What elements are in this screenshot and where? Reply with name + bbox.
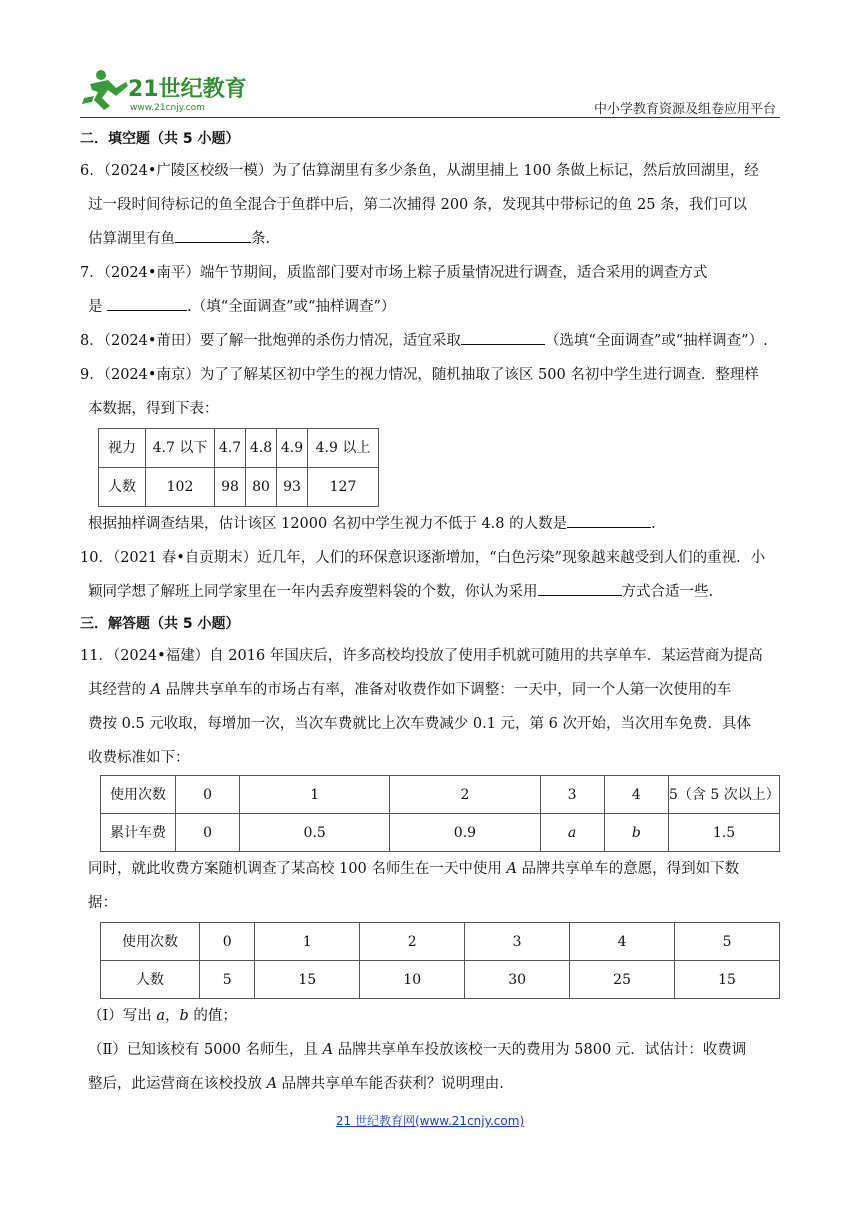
svg-text:www.21cnjy.com: www.21cnjy.com: [130, 103, 205, 113]
question-8: 8．（2024•莆田）要了解一批炮弹的杀伤力情况，适宜采取 （选填“全面调查”或“抽样调查”）.: [80, 324, 782, 358]
answer-blank[interactable]: [107, 294, 187, 311]
question-7: 7．（2024•南平）端午节期间，质监部门要对市场上粽子质量情况进行调查，适合采用的调查方式 是 .（填“全面调查”或“抽样调查”）: [80, 265, 708, 315]
question-11: 11．（2024•福建）自 2016 年国庆后，许多高校均投放了使用手机就可随用的共享单车．某运营商为提高 其经营的 A 品牌共享单车的市场占有率，准备对收费作如下调整：一天中，同一个人第一次使用的车 费按 0.5 元收取，每增加一次，当次车费就比上次车费减少 0.1 元，第 6 次开始，当次用车免费．具体 收费标准如下： 使用次数 0 1 2 3 4 5（含 5 次以上） 累计车费 0 0.5 0.9 a b 1.5 同时，就此收费方案随机调查了某高校 100 名师生在一天中使用 A 品牌共享单车的意愿，得到如下数 据： 使用次数 0 1 2 3 4 5 人数 5 15 10 30 25 15 （Ⅰ）写出 a，b 的值； （Ⅱ）已知该校有 5000 名师生，且 A 品牌共享单车投放该校一天的费用为 5800 元．试估计：收费调 整后，此运营商在该校投放 A 品牌共享单车能否获利？说明理由.: [80, 648, 780, 1092]
footer-link[interactable]: 21 世纪教育网(www.21cnjy.com): [335, 1114, 525, 1128]
header-divider: [80, 117, 780, 118]
table-row: 人数 5 15 10 30 25 15: [101, 961, 780, 999]
platform-name: 中小学教育资源及组卷应用平台: [593, 102, 776, 117]
table-row: 使用次数 0 1 2 3 4 5（含 5 次以上）: [101, 776, 780, 814]
svg-text:21世纪教育: 21世纪教育: [128, 77, 247, 102]
table-row: 累计车费 0 0.5 0.9 a b 1.5: [101, 814, 780, 852]
answer-blank[interactable]: [175, 226, 251, 243]
answer-blank[interactable]: [567, 511, 651, 528]
vision-table: [98, 428, 379, 507]
answer-blank[interactable]: [538, 579, 622, 596]
table-row: 视力 4.7 以下 4.7 4.8 4.9 4.9 以上: [99, 429, 379, 468]
section-title-fill: 二．填空题（共 5 小题）: [80, 131, 240, 147]
question-6: 6．（2024•广陵区校级一模）为了估算湖里有多少条鱼，从湖里捕上 100 条做上标记，然后放回湖里，经 过一段时间待标记的鱼全混合于鱼群中后，第二次捕得 200 条，发现其中带标记的鱼 25 条，我们可以 估算湖里有鱼 条.: [80, 163, 759, 247]
table-row: 人数 102 98 80 93 127: [99, 468, 379, 507]
page-header: [0, 0, 860, 118]
table-row: 使用次数 0 1 2 3 4 5: [101, 923, 780, 961]
logo-21cnjy: [80, 66, 260, 114]
document-body: [80, 124, 782, 1101]
page-footer: [0, 1112, 860, 1129]
usage-table: [100, 922, 780, 999]
section-title-solve: 三．解答题（共 5 小题）: [80, 616, 240, 632]
question-10: 10．（2021 春•自贡期末）近几年，人们的环保意识逐渐增加，“白色污染”现象越来越受到人们的重视．小 颖同学想了解班上同学家里在一年内丢弃废塑料袋的个数，你认为采用 方式合适一些.: [80, 550, 766, 600]
question-9: 9．（2024•南京）为了了解某区初中学生的视力情况，随机抽取了该区 500 名初中学生进行调查．整理样 本数据，得到下表： 视力 4.7 以下 4.7 4.8 4.9 4.9 以上 人数 102 98 80 93 127 根据抽样调查结果，估计该区 12000 名初中学生视力不低于 4.8 的人数是 .: [80, 367, 759, 532]
fare-table: [100, 775, 780, 852]
answer-blank[interactable]: [461, 328, 545, 345]
